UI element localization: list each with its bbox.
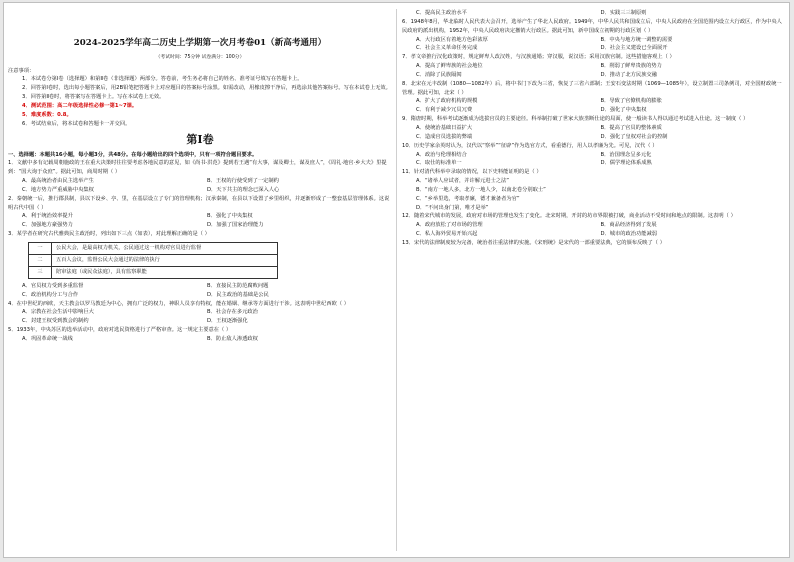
question-7-option-a: A．提高了鲜卑族的社会地位: [416, 63, 483, 70]
question-5-option-b: B．防止敌人渗透政权: [207, 336, 258, 342]
question-4-stem: 4．在中世纪的西欧，天主教会以罗马教廷为中心，拥有广泛的权力，神职人员享有特权，能在婚姻、继承等方面进行干涉。这表明中世纪西欧（ ）: [8, 300, 350, 307]
question-7-option-d: D．推动了北方民族交融: [600, 71, 658, 78]
question-6-stem: 6．1948年8月，华北临时人民代表大会召开，选举产生了华北人民政府。1949年，中华人民共和国成立后，中央人民政府在全国范围内设立大行政区，作为中央人民政府的派出机构，1952年，中央人民政府决定撤销大行政区。据此可知，新中国成立初期的行政区划（ ）: [402, 18, 782, 34]
question-10-option-b: B．治国理念呈多元化: [600, 151, 652, 158]
note-6: 6．考试结束后，将本试卷和答题卡一并交回。: [22, 120, 131, 127]
question-7-stem: 7．孝文帝推行汉化政策时，规定鲜卑人改汉姓，与汉族通婚；穿汉服，说汉语；采用汉族官制。这些措施客观上（ ）: [402, 54, 675, 61]
question-11-stem: 11．针对清代科举中录取的情况，以下史料能证明的是（ ）: [402, 169, 542, 176]
question-2-option-a: A．利于统治效率提升: [22, 213, 73, 220]
section-intro: 一、选择题：本题共16小题，每小题3分，共48分。在每小题给出的四个选项中，只有一项符合题目要求。: [8, 151, 258, 158]
question-1-option-b: B．王权的行使受到了一定制约: [207, 178, 279, 185]
question-3-option-c: C．政治机构分工与合作: [22, 291, 79, 298]
question-5-option-a: A．巩固革命统一战线: [22, 336, 73, 342]
note-4: 4．测试范围：高二年级选择性必修一第1~7课。: [22, 102, 138, 109]
question-9-options: [402, 124, 785, 142]
question-4-option-a: A．宗教在社会生活中影响巨大: [22, 309, 94, 316]
question-6-option-b: B．中央与地方统一调整的需要: [600, 36, 673, 43]
question-3-option-d: D．民主政治的基础是公民: [207, 291, 269, 298]
question-6-options: [402, 36, 785, 54]
note-1: 1．本试卷分第Ⅰ卷（选择题）和第Ⅱ卷（非选择题）两部分。答卷前，考生务必将自己的姓名、准考证号填写在答题卡上。: [22, 76, 303, 83]
question-12-options: [402, 221, 785, 239]
question-9-option-a: A．使统治基础日益扩大: [416, 124, 473, 131]
question-10-option-c: C．取仕的标准单一: [416, 160, 462, 167]
question-11-option-c: C．“乡举里选，考取孝廉，德才兼备者为官”: [416, 195, 520, 202]
question-10-option-d: D．儒学理论体系成熟: [600, 160, 652, 167]
question-9-option-d: D．强化了皇权对社会的控制: [600, 133, 668, 140]
question-5-options-continued: [402, 9, 785, 18]
column-divider: [396, 9, 397, 551]
question-11-option-b: B．“南方一地人多，北方一地人少，以南北卷分别取士”: [416, 186, 546, 193]
table-cell: 一: [29, 242, 52, 254]
question-11-option-a: A．“诸举人应试者，并许解元进士之法”: [416, 178, 510, 185]
question-3-stem: 3．某学者在研究古代雅典民主政治时，列出如下三点（如表），对此理解正确的是（ ）: [8, 231, 210, 238]
question-9-option-c: C．造成官员选拔的弊端: [416, 133, 473, 140]
question-1-option-d: D．天下共主的理念已深入人心: [207, 186, 280, 193]
question-12-option-d: D．城市的政治功能减弱: [600, 231, 658, 238]
question-6-option-a: A．大行政区有着地方色彩浓厚: [416, 36, 488, 43]
question-5-option-c: C．提高民主政治水平: [416, 10, 467, 16]
question-2-options: [8, 212, 392, 230]
question-4-option-b: B．社会存在多元政治: [207, 309, 258, 316]
question-8-options: [402, 97, 785, 115]
question-11-option-d: D．“不问出身门第，唯才是举”: [416, 204, 489, 211]
question-10-stem: 10．历史学家余英时认为，汉代以“察举”“征辟”作为选官方式，看重德行，用人以孝廉为先。可见，汉代（ ）: [402, 142, 658, 149]
exam-page: [3, 2, 790, 558]
table-cell: 陪审法庭（或民众法庭），具有监察职能: [52, 266, 278, 278]
question-8-option-b: B．导致了官僚机构的膨胀: [600, 98, 662, 105]
question-6-option-d: D．社会主义建设已全面展开: [600, 45, 668, 52]
note-3: 3．回答第Ⅱ卷时，将答案写在答题卡上。写在本试卷上无效。: [22, 94, 165, 101]
question-5-stem: 5．1933年，中央苏区的选举活动中，政府对选民资格进行了严格审查。这一规定主要意在（ ）: [8, 327, 232, 334]
question-10-options: [402, 151, 785, 169]
question-12-option-c: C．私人海外贸易开始兴起: [416, 231, 478, 238]
question-3-options: [8, 282, 392, 300]
question-4-options: [8, 308, 392, 326]
table-cell: 三: [29, 266, 52, 278]
question-4-option-d: D．王权逐渐强化: [207, 318, 248, 325]
question-12-option-b: B．商品经济得到了发展: [600, 222, 657, 229]
question-2-option-c: C．加强地方豪强势力: [22, 222, 73, 229]
question-2-option-b: B．强化了中央集权: [207, 213, 253, 220]
question-8-option-c: C．有利于减少冗员冗费: [416, 107, 473, 114]
question-13-stem: 13．宋代的法律制度较为完备，统治者注重法律的实施。《宋刑统》是宋代的一部重要法典，它的颁布反映了（ ）: [402, 239, 665, 246]
table-cell: 二: [29, 254, 52, 266]
question-4-option-c: C．封建王权受到教会的制约: [22, 318, 89, 325]
right-column: [402, 9, 785, 248]
table-row: [29, 242, 278, 254]
question-6-option-c: C．社会主义革命任务完成: [416, 45, 478, 52]
question-1-option-a: A．最高统治者由民主选举产生: [22, 178, 94, 185]
table-row: [29, 266, 278, 278]
question-1-stem: 1．文献中多有记载周朝施政的王在重大决策时往往要考虑各地民意的意见，如《尚书·洪范》提到若王遇“有大事，谋及卿士，谋及庶人”，《周礼·地官·乡大夫》里提到：“国大询于众庶”。据此可知，商周时期（ ）: [8, 160, 387, 176]
question-8-option-a: A．扩大了政府机构的规模: [416, 98, 478, 105]
question-8-stem: 8．北宋在元丰改制（1080—1082年）后，将中书门下改为三省，恢复了三省六部制；王安石变法时期（1069—1085年），设立制置三司条例司，对全国财政统一管理。据此可知，北宋（ ）: [402, 80, 782, 96]
question-5-option-d: D．实践三三制原则: [600, 10, 647, 16]
table-row: [29, 254, 278, 266]
notes-heading: 注意事项：: [8, 67, 35, 74]
question-1-options: [8, 177, 392, 195]
table-cell: 公民大会，是最高权力机关，公民通过这一机构对官员进行监督: [52, 242, 278, 254]
question-12-option-a: A．政府放松了对市场的管理: [416, 222, 483, 229]
question-2-option-d: D．加强了国家治理能力: [207, 222, 264, 229]
table-cell: 五百人会议，监督公民大会通过的法律的执行: [52, 254, 278, 266]
question-7-option-b: B．削弱了鲜卑贵族的势力: [600, 63, 662, 70]
question-9-stem: 9．隋唐时期，科举考试逐渐成为选拔官员的主要途径。科举制打破了世家大族垄断仕途的局面，使一般读书人得以通过考试进入仕途。这一制度（ ）: [402, 116, 749, 123]
question-8-option-d: D．强化了中央集权: [600, 107, 647, 114]
exam-info: （考试时间：75分钟 试卷满分：100分）: [155, 54, 245, 60]
question-7-option-c: C．消除了民族隔阂: [416, 71, 462, 78]
note-2: 2．回答第Ⅰ卷时，选出每小题答案后，用2B铅笔把答题卡上对应题目的答案标号涂黑。如需改动，用橡皮擦干净后，再选涂其他答案标号。写在本试卷上无效。: [22, 85, 391, 92]
question-9-option-b: B．提高了官员的整体素质: [600, 124, 662, 131]
question-3-option-a: A．官员权力受到多重监督: [22, 282, 84, 289]
question-10-option-a: A．政治与伦理相结合: [416, 151, 467, 158]
question-3-option-b: B．直接民主防范腐败问题: [207, 282, 269, 289]
exam-title: 2024-2025学年高二历史上学期第一次月考卷01（新高考通用）: [73, 38, 327, 48]
left-column: [8, 9, 392, 344]
question-12-stem: 12．随着宋代城市的发展，政府对市场的管理也发生了变化。北宋时期，开封的坊市界限被打破，商业活动不受时间和地点的限制。这表明（ ）: [402, 213, 736, 220]
question-2-stem: 2．秦朝统一后，推行郡县制，县以下设乡、亭、里，在基层设立了专门的管理机构；汉承秦制，在县以下设置了乡里组织，并逐渐形成了一整套基层管理体系。这说明古代中国（ ）: [8, 195, 390, 211]
section-roll-title: 第Ⅰ卷: [186, 132, 214, 146]
question-1-option-c: C．地方势力严重威胁中央集权: [22, 186, 94, 193]
question-3-table: [28, 242, 278, 279]
question-7-options: [402, 62, 785, 80]
note-5: 5．难度系数：0.8。: [22, 111, 72, 118]
question-5-options: [8, 335, 392, 344]
